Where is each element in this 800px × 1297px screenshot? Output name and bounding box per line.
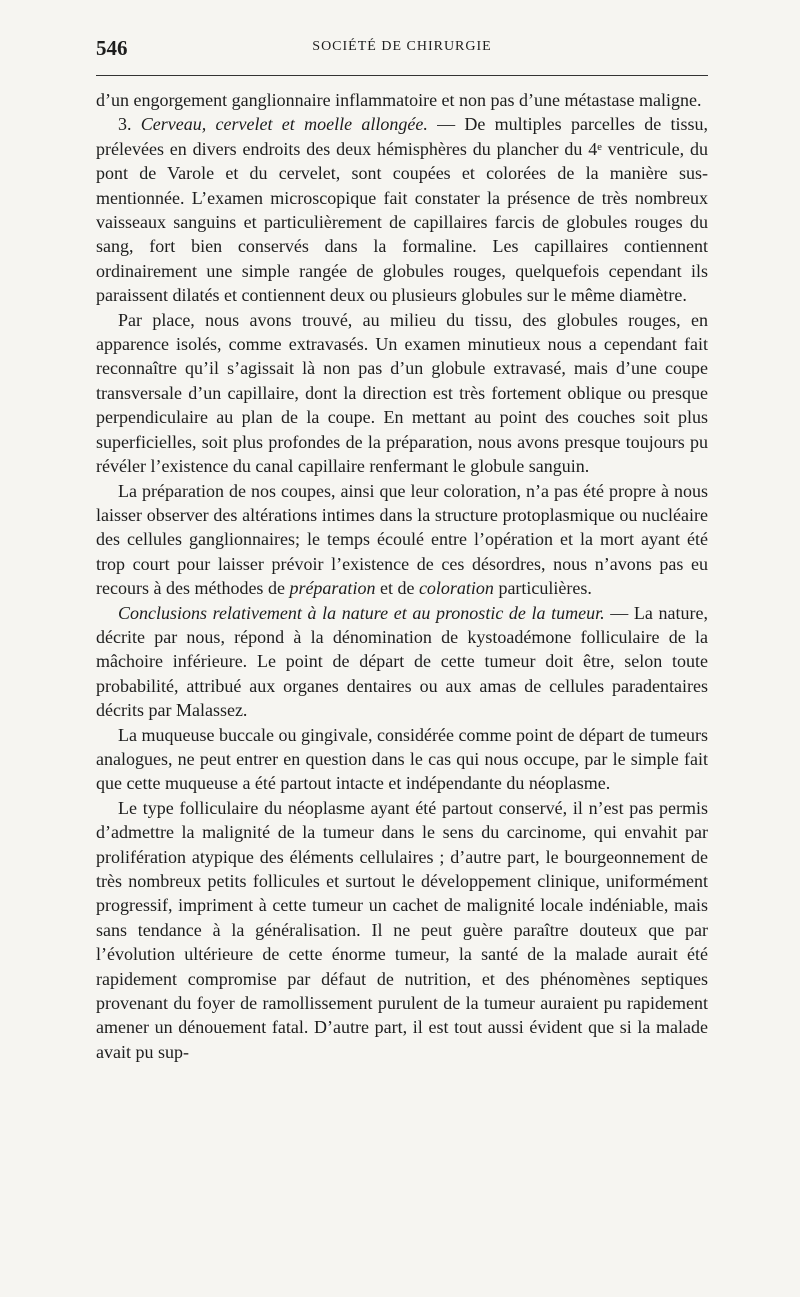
paragraph-3	[96, 308, 708, 479]
paragraph-5	[96, 601, 708, 723]
paragraph-segment: La muqueuse buccale ou gingivale, considérée comme point de départ de tumeurs analogues, ne peut entrer en question dans le cas qui nous occupe, par le simple fait que cette muqueuse a été partout intacte et indépendante du néoplasme.	[96, 724, 708, 794]
page-number: 546	[96, 36, 128, 60]
paragraph-segment: — De multiples parcelles de tissu, prélevées en divers endroits des deux hémisphères du plancher du 4ᵉ ventricule, du pont de Varole et du cervelet, sont coupées et colorées de la manière sus-mentionnée. L’examen microscopique fait constater la présence de très nombreux vaisseaux sanguins et particulièrement de capillaires farcis de globules rouges du sang, fort bien conservés dans la formaline. Les capillaires contiennent ordinairement une simple rangée de globules rouges, quelquefois cependant ils paraissent dilatés et contiennent deux ou plusieurs globules sur le même diamètre.	[96, 114, 708, 306]
paragraph-segment: La préparation de nos coupes, ainsi que leur coloration, n’a pas été propre à nous laisser observer des altérations intimes dans la structure protoplasmique ou nucléaire des cellules ganglionnaires; le temps écoulé entre l’opération et la mort ayant été trop court pour laisser prévoir l’existence de ces désordres, nous n’avons pas eu recours à des méthodes de	[96, 480, 708, 599]
paragraph-1	[96, 88, 708, 112]
paragraph-7	[96, 796, 708, 1064]
body-text	[96, 88, 708, 1064]
paragraph-segment: 3.	[118, 114, 141, 135]
page-header	[96, 36, 708, 60]
paragraph-6	[96, 723, 708, 796]
paragraph-segment: — La nature, décrite par nous, répond à la dénomination de kystoadémone folliculaire de la mâchoire inférieure. Le point de départ de cette tumeur doit être, selon toute probabilité, attribué aux organes dentaires ou aux amas de cellules paradentaires décrits par Malassez.	[96, 602, 708, 721]
header-rule	[96, 75, 708, 76]
paragraph-segment: d’un engorgement ganglionnaire inflammatoire et non pas d’une métastase maligne.	[96, 90, 702, 110]
paragraph-segment: particulières.	[493, 578, 592, 599]
paragraph-segment: Le type folliculaire du néoplasme ayant été partout conservé, il n’est pas permis d’admettre la malignité de la tumeur dans le sens du carcinome, qui envahit par prolifération atypique des éléments cellulaires ; d’autre part, le bourgeonnement de très nombreux petits follicules et surtout le développement clinique, uniformément progressif, impriment à cette tumeur un cachet de malignité locale indéniable, mais sans tendance à la généralisation. Il ne peut guère paraître douteux que par l’évolution ultérieure de cette énorme tumeur, la santé de la malade aurait été rapidement compromise par défaut de nutrition, et des phénomènes septiques provenant du foyer de ramollissement purulent de la tumeur auraient pu rapidement amener un dénouement fatal. D’autre part, il est tout aussi évident que si la malade avait pu sup-	[96, 797, 708, 1062]
paragraph-4	[96, 479, 708, 601]
paragraph-segment: et de	[375, 578, 419, 599]
running-title: SOCIÉTÉ DE CHIRURGIE	[312, 39, 492, 54]
paragraph-segment: Cerveau, cervelet et moelle allongée.	[140, 114, 428, 135]
paragraph-segment: Conclusions relativement à la nature et au pronostic de la tumeur.	[118, 602, 605, 623]
paragraph-segment: coloration	[418, 578, 494, 599]
paragraph-2	[96, 112, 708, 307]
paragraph-segment: préparation	[289, 578, 376, 599]
paragraph-segment: Par place, nous avons trouvé, au milieu du tissu, des globules rouges, en apparence isolés, comme extravasés. Un examen minutieux nous a cependant fait reconnaître qu’il s’agissait là non pas d’un globule extravasé, mais d’une coupe transversale d’un capillaire, dont la direction est très fortement oblique ou presque perpendiculaire au plan de la coupe. En mettant au point des couches soit plus superficielles, soit plus profondes de la préparation, nous avons presque toujours pu révéler l’existence du canal capillaire renfermant le globule sanguin.	[96, 309, 708, 477]
